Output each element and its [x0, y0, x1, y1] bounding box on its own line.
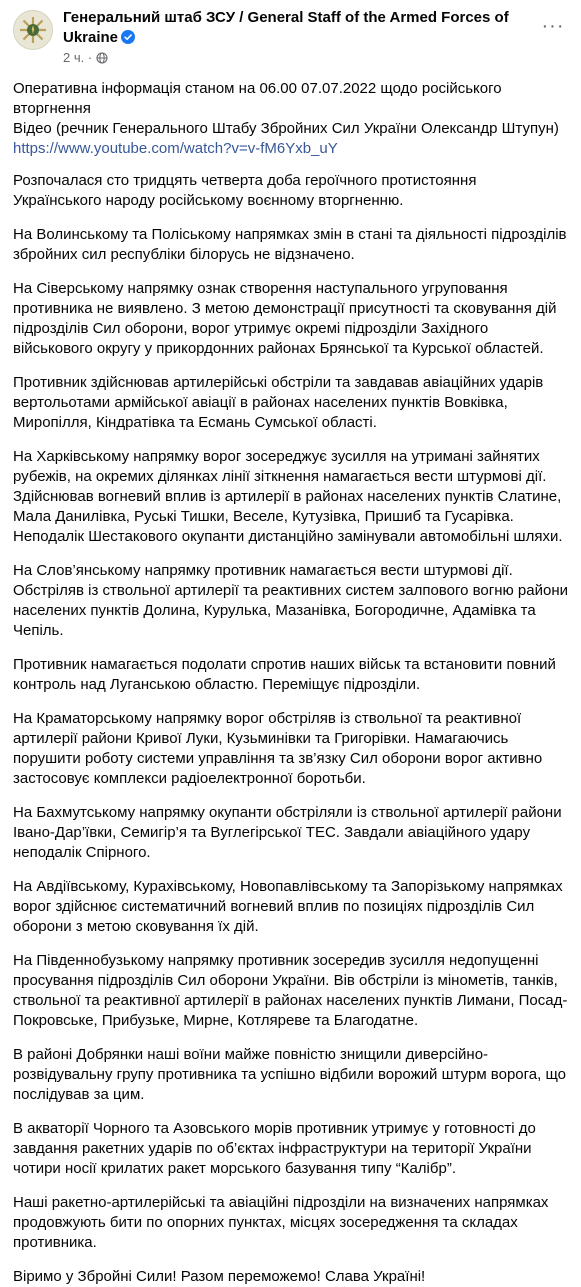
post-time[interactable]: 2 ч. — [63, 50, 85, 65]
video-link[interactable]: https://www.youtube.com/watch?v=v-fM6Yxb_uY — [13, 140, 338, 157]
paragraph-10: На Авдіївському, Курахівському, Новопавлівському та Запорізькому напрямках ворог здійснює систематичний вогневий вплив по позиціях підрозділів Сил оборони з метою сковування їх дій. — [13, 878, 563, 935]
paragraph-12: В районі Добрянки наші воїни майже повністю знищили диверсійно-розвідувальну групу противника та успішно відбили ворожий штурм ворога, що послідував за цим. — [13, 1046, 566, 1103]
post-header-text — [63, 8, 569, 66]
post-meta — [63, 49, 569, 66]
post-body — [13, 79, 569, 1287]
armed-forces-emblem-icon — [18, 15, 48, 45]
page-name-line — [63, 8, 533, 48]
paragraph-11: На Південнобузькому напрямку противник зосередив зусилля недопущенні просування підрозділів Сил оборони України. Вів обстріли із мінометів, танків, ствольної та реактивної артилерії в районах населених пунктів Лимани, Посад-Покровське, Прибузьке, Мирне, Котляреве та Благодатне. — [13, 952, 568, 1029]
post-intro — [13, 79, 569, 159]
paragraph-3: На Сіверському напрямку ознак створення наступального угруповання противника не виявлено. З метою демонстрації присутності та сковування дій підрозділів Сил оборони, ворог утримує окремі підрозділи Західного військового округу у прикордонних районах Брянської та Курської областей. — [13, 280, 557, 357]
intro-line-2: Відео (речник Генерального Штабу Збройних Сил України Олександр Штупун) — [13, 120, 559, 137]
paragraph-7: Противник намагається подолати спротив наших військ та встановити повний контроль над Луганською областю. Переміщує підрозділи. — [13, 656, 556, 693]
page-name-link[interactable]: Генеральний штаб ЗСУ / General Staff of the Armed Forces of Ukraine — [63, 9, 509, 46]
meta-separator: · — [84, 50, 93, 65]
paragraph-1: Розпочалася сто тридцять четверта доба героїчного протистояння Українського народу російському воєнному вторгненню. — [13, 172, 477, 209]
paragraph-14: Наші ракетно-артилерійські та авіаційні підрозділи на визначених напрямках продовжують бити по опорних пунктах, місцях зосередження та складах противника. — [13, 1194, 549, 1251]
page-avatar[interactable] — [13, 10, 53, 50]
paragraph-8: На Краматорському напрямку ворог обстріляв із ствольної та реактивної артилерії райони Кривої Луки, Кузьминівки та Григорівки. Намагаючись порушити роботу системи управління та зв’язку Сил оборони ворог активно застосовує комплекси радіоелектронної боротьби. — [13, 710, 543, 787]
globe-icon[interactable] — [96, 52, 108, 64]
post-header — [13, 8, 569, 70]
paragraph-6: На Слов’янському напрямку противник намагається вести штурмові дії. Обстріляв із ствольної артилерії та реактивних систем залпового вогню райони населених пунктів Долина, Курулька, Мазанівка, Богородичне, Адамівка та Чепіль. — [13, 562, 568, 639]
paragraph-9: На Бахмутському напрямку окупанти обстріляли із ствольної артилерії райони Івано-Дар’ївки, Семигір’я та Вуглегірської ТЕС. Завдали авіаційного удару неподалік Спірного. — [13, 804, 562, 861]
more-options-icon[interactable]: ··· — [541, 14, 565, 37]
paragraph-13: В акваторії Чорного та Азовського морів противник утримує у готовності до завдання ракетних ударів по об’єктах інфраструктури на території України чотири носії крилатих ракет морського базування типу “Калібр”. — [13, 1120, 536, 1177]
intro-line-1: Оперативна інформація станом на 06.00 07.07.2022 щодо російського вторгнення — [13, 80, 502, 117]
paragraph-15: Віримо у Збройні Сили! Разом переможемо! Слава Україні! — [13, 1268, 426, 1285]
verified-badge-icon — [121, 30, 135, 44]
paragraph-2: На Волинському та Поліському напрямках змін в стані та діяльності підрозділів збройних сил республіки білорусь не відзначено. — [13, 226, 567, 263]
paragraph-4: Противник здійснював артилерійські обстріли та завдавав авіаційних ударів вертольотами армійської авіації в районах населених пунктів Вовківка, Миропілля, Кіндратівка та Есмань Сумської області. — [13, 374, 544, 431]
paragraph-5: На Харківському напрямку ворог зосереджує зусилля на утримані зайнятих рубежів, на окремих ділянках лінії зіткнення намагається вести штурмові дії. Здійснював вогневий вплив із артилерії в районах населених пунктів Слатине, Мала Данилівка, Руські Тишки, Веселе, Кутузівка, Пришиб та Гусарівка. Неподалік Шестакового окупанти дистанційно замінували автомобільні шляхи. — [13, 448, 563, 545]
